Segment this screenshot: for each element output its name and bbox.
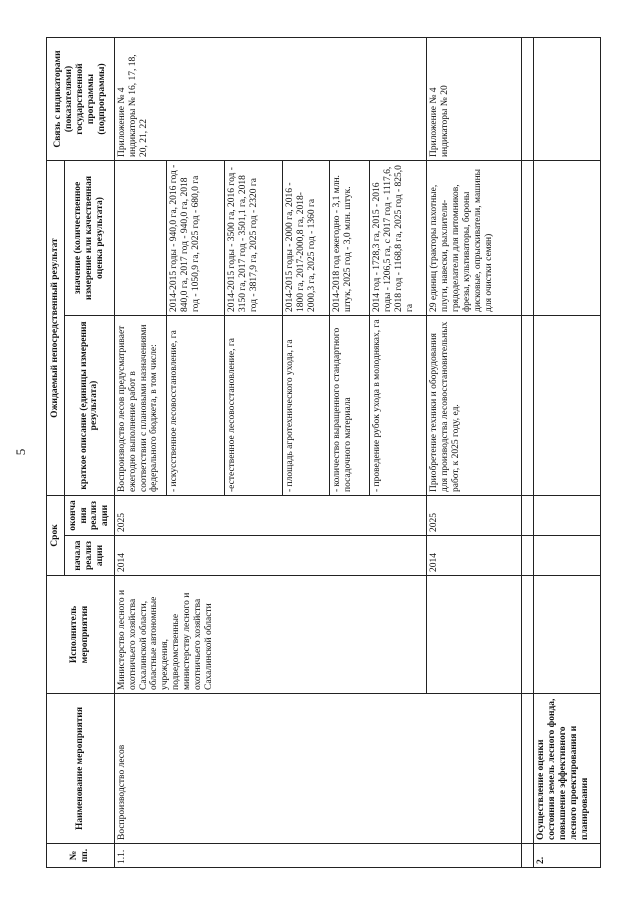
header-expected-result: Ожидаемый непосредственный результат <box>47 161 65 496</box>
events-table <box>46 37 601 868</box>
row-1-1-brief-intro: Воспроизводство лесов предусматривает ежегодно выполнение работ в соответствии с плановыми назначениями федерального бюджета, в том числе: <box>114 316 167 496</box>
subrow-brief: - площадь агротехнического ухода, га <box>283 316 330 496</box>
equip-end: 2025 <box>427 496 521 536</box>
row-2-num: 2. <box>533 844 600 868</box>
row-1-1-num: 1.1. <box>114 844 521 868</box>
subrow-value: 2014-2015 годы - 2000 га, 2016 - 1800 га, 2017-2000,8 га, 2018- 2000,3 га, 2025 год - 1360 га <box>283 161 330 316</box>
header-num: № пп. <box>47 844 115 868</box>
document-sheet <box>46 38 601 868</box>
row-1-1-link: Приложение № 4 индикаторы № 16, 17, 18, 20, 21, 22 <box>114 38 427 161</box>
header-term-end: окончания реализации <box>65 496 114 536</box>
equip-value: 29 единиц (тракторы пахотные, плуги, навески, рыхлители-грядоделатели для питомников, фрезы, культиваторы, бороны дисковые, опрыскиватели, машины для очистки семян) <box>427 161 521 316</box>
equip-link: Приложение № 4 индикаторы № 20 <box>427 38 521 161</box>
subrow-value: 2014-2015 годы - 940,0 га, 2016 год - 840,0 га, 2017 год - 940,0 га, 2018 год - 1050,9 га, 2025 год - 680,0 га <box>167 161 225 316</box>
row-1-1-value-empty <box>114 161 167 316</box>
header-executor: Исполнитель мероприятия <box>47 576 115 694</box>
row-1-1-executor: Министерство лесного и охотничьего хозяйства Сахалинской области, областные автономные учреждения, подведомственные министерству лесного и охотничьего хозяйства Сахалинской области <box>114 576 427 694</box>
header-event-name: Наименование мероприятия <box>47 694 115 844</box>
header-term: Срок <box>47 496 65 576</box>
subrow-brief: -естественное лесовосстановление, га <box>225 316 283 496</box>
subrow-value: 2014 год - 1728,3 га, 2015 - 2016 годы - 1206,5 га, с 2017 год - 1117,6, 2018 год - 1168,8 га, 2025 год - 825,0 га <box>370 161 427 316</box>
header-result-value: значение (количественное измерение или качественная оценка результата) <box>65 161 114 316</box>
subrow-value: 2014-2018 год ежегодно - 3,1 млн. штук, 2025 год - 3,0 млн. штук. <box>329 161 370 316</box>
row-1-1-end: 2025 <box>114 496 427 536</box>
equip-start: 2014 <box>427 536 521 576</box>
page-number: 5 <box>13 448 28 456</box>
equip-executor <box>427 576 521 694</box>
subrow-brief: - искусственное лесовосстановление, га <box>167 316 225 496</box>
header-result-brief: краткое описание (единицы измерения результата) <box>65 316 114 496</box>
row-1-1-start: 2014 <box>114 536 427 576</box>
subrow-brief: - проведение рубок ухода в молодняках, га <box>370 316 427 496</box>
equip-brief: Приобретение техники и оборудования для производства лесовосстановительных работ, к 2025 году, ед. <box>427 316 521 496</box>
row-1-1-name: Воспроизводство лесов <box>114 694 521 844</box>
row-2-name: Осуществление оценки состояния земель лесного фонда, повышение эффективного лесного проектирования и планирования <box>533 694 600 844</box>
subrow-brief: - количество выращенного стандартного посадочного материала <box>329 316 370 496</box>
subrow-value: 2014-2015 годы - 3500 га, 2016 год - 3150 га, 2017 год - 3501,1 га, 2018 год - 3817,9 га, 2025 год - 2320 га <box>225 161 283 316</box>
header-term-start: начала реализации <box>65 536 114 576</box>
header-link: Связь с индикаторами (показателями) государственной программы (подпрограммы) <box>47 38 115 161</box>
